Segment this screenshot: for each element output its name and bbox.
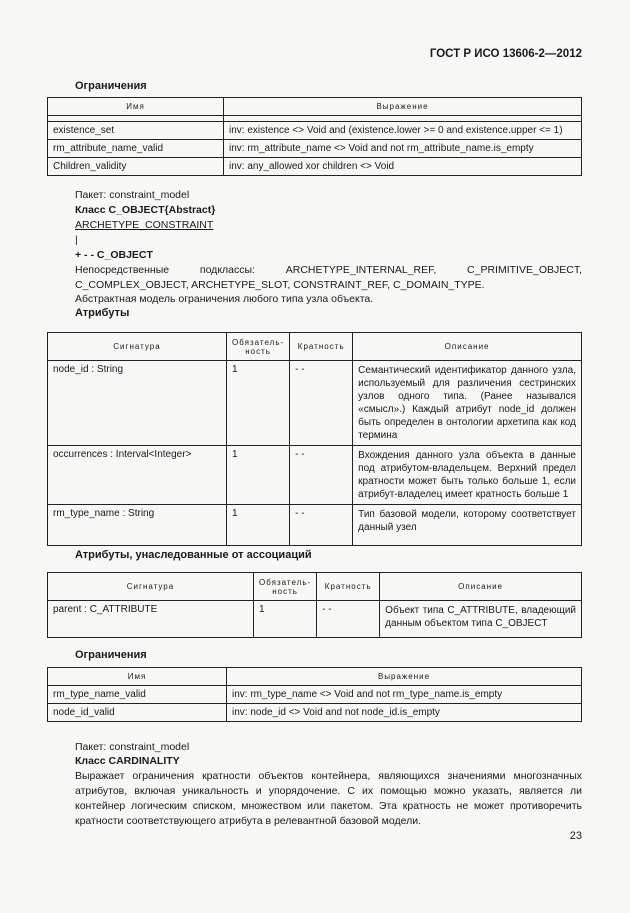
table-row: node_id_valid inv: node_id <> Void and not node_id.is_empty: [48, 704, 582, 722]
col-header-description: Описание: [380, 573, 582, 601]
col-header-cardinality: Кратность: [290, 333, 353, 361]
col-header-expression: Выражение: [224, 98, 582, 116]
class-description: Абстрактная модель ограничения любого типа узла объекта.: [75, 293, 374, 305]
parent-class-link[interactable]: ARCHETYPE_CONSTRAINT: [75, 219, 214, 231]
class-title: Класс C_OBJECT{Abstract}: [75, 204, 216, 216]
table-row: existence_set inv: existence <> Void and (existence.lower >= 0 and existence.upper <= 1): [48, 122, 582, 140]
col-header-required: Обязатель-ность: [227, 333, 290, 361]
col-header-expression: Выражение: [227, 668, 582, 686]
constraints-heading-1: Ограничения: [75, 80, 147, 92]
col-header-name: Имя: [48, 98, 224, 116]
table-row: rm_attribute_name_valid inv: rm_attribute_name <> Void and not rm_attribute_name.is_empty: [48, 140, 582, 158]
constraints-table-2: [47, 667, 582, 722]
subclasses-text: Непосредственные подклассы: ARCHETYPE_INTERNAL_REF, C_PRIMITIVE_OBJECT, C_COMPLEX_OBJECT, ARCHETYPE_SLOT, CONSTRAINT_REF, C_DOMAIN_TYPE.: [75, 264, 582, 291]
table-row: parent : C_ATTRIBUTE 1 - - Объект типа C_ATTRIBUTE, владеющий данным объектом типа C_OBJECT: [48, 601, 582, 638]
package-line-2: Пакет: constraint_model: [75, 741, 190, 753]
constraints-table-1: [47, 97, 582, 176]
package-line: Пакет: constraint_model: [75, 189, 190, 201]
col-header-description: Описание: [353, 333, 582, 361]
col-header-cardinality: Кратность: [317, 573, 380, 601]
table-row: occurrences : Interval<Integer> 1 - - Вхождения данного узла объекта в данные под атрибутом-владельцем. Верхний предел кратности может быть только больше 1, если атрибут-владелец имеет кратность больше 1: [48, 446, 582, 505]
inherited-attributes-heading: Атрибуты, унаследованные от ассоциаций: [75, 549, 312, 561]
attributes-table: [47, 332, 582, 546]
col-header-name: Имя: [48, 668, 227, 686]
inheritance-arrow: + - - C_OBJECT: [75, 249, 153, 261]
table-row: node_id : String 1 - - Семантический идентификатор данного узла, используемый для различения сестринских узлов одного типа. (Ранее назывался «смысл».) Каждый атрибут node_id должен быть определен в онтологии архетипа как код термина: [48, 361, 582, 446]
inheritance-bar: |: [75, 234, 78, 246]
table-row: rm_type_name_valid inv: rm_type_name <> Void and not rm_type_name.is_empty: [48, 686, 582, 704]
col-header-signature: Сигнатура: [48, 573, 254, 601]
table-row: Children_validity inv: any_allowed xor children <> Void: [48, 158, 582, 176]
page-number: 23: [569, 830, 582, 842]
inherited-attributes-table: [47, 572, 582, 638]
attributes-heading: Атрибуты: [75, 307, 130, 319]
table-row: rm_type_name : String 1 - - Тип базовой модели, которому соответствует данный узел: [48, 505, 582, 546]
class-title-2: Класс CARDINALITY: [75, 755, 180, 767]
document-header: ГОСТ Р ИСО 13606-2—2012: [429, 48, 582, 60]
cardinality-description: Выражает ограничения кратности объектов контейнера, являющихся значениями многозначных атрибутов, включая уникальность и упорядочение. С их помощью можно указать, является ли контейнер логическим списком, множеством или пакетом. Эта кратность не может противоречить кратности соответствующего атрибута в релевантной базовой модели.: [75, 770, 582, 827]
col-header-required: Обязатель-ность: [254, 573, 317, 601]
constraints-heading-2: Ограничения: [75, 649, 147, 661]
col-header-signature: Сигнатура: [48, 333, 227, 361]
